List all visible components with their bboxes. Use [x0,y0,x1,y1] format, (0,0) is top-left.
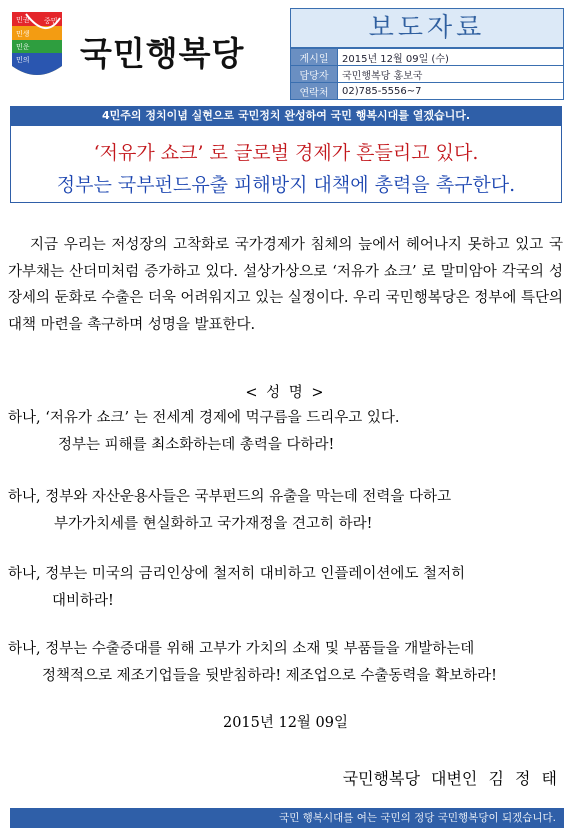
party-logo [8,10,282,92]
body-paragraph: 지금 우리는 저성장의 고착화로 국가경제가 침체의 늪에서 헤어나지 못하고 있고 국가부채는 산더미처럼 증가하고 있다. 설상가상으로 ‘저유가 쇼크’ 로 말미암아 각국의 성장세의 둔화로 수출은 더욱 어려워지고 있는 실정이다. 우리 국민행복당은 정부에 특단의 대책 마련을 촉구하며 성명을 발표한다. [8,237,563,333]
statement-item-3-line-1: 하나, 정부는 미국의 금리인상에 철저히 대비하고 인플레이션에도 철저히 [8,566,466,582]
press-value: 02)785-5556~7 [338,83,564,100]
headline-box [10,126,562,203]
press-key: 게시일 [291,49,338,66]
press-key: 연락처 [291,83,338,100]
spokesperson-signature: 국민행복당 대변인 김 정 태 [342,769,557,788]
statement-item-1-line-1: 하나, ‘저유가 쇼크’ 는 전세계 경제에 먹구름을 드리우고 있다. [8,410,400,426]
press-value: 2015년 12월 09일 (수) [338,49,564,66]
party-emblem-icon [8,10,66,82]
press-release-title: 보도자료 [291,9,563,48]
statement-item-1-line-2: 정부는 피해를 최소화하는데 총력을 다하라! [58,437,335,453]
badge-word-2: 민생 [16,30,30,38]
statement-item-2-line-1: 하나, 정부와 자산운용사들은 국부펀드의 유출을 막는데 전력을 다하고 [8,489,452,505]
badge-tag: 중민 [44,17,58,25]
footer-bar: 국민 행복시대를 여는 국민의 정당 국민행복당이 되겠습니다. [10,808,564,828]
headline-line-1: ‘저유가 쇼크’ 로 글로벌 경제가 흔들리고 있다. [93,142,479,164]
press-key: 담당자 [291,66,338,83]
statement-item-4-line-2: 정책적으로 제조기업들을 뒷받침하라! 제조업으로 수출동력을 확보하라! [42,668,497,684]
press-row-phone [291,83,563,100]
statement-item-4-line-1: 하나, 정부는 수출증대를 위해 고부가 가치의 소재 및 부품들을 개발하는데 [8,641,475,657]
press-release-box [290,8,564,100]
statement-item-2-line-2: 부가가치세를 현실화하고 국가재정을 견고히 하라! [54,516,373,532]
party-name: 국민행복당 [80,34,245,73]
badge-word-4: 민의 [16,56,30,64]
headline-line-2: 정부는 국부펀드유출 피해방지 대책에 총력을 촉구한다. [56,174,516,196]
press-info-table [291,48,563,99]
issue-date: 2015년 12월 09일 [222,715,349,731]
press-row-date [291,49,563,66]
slogan-bar: 4민주의 정치이념 실현으로 국민정치 완성하여 국민 행복시대를 열겠습니다. [10,106,562,126]
press-value: 국민행복당 홍보국 [338,66,564,83]
statement-title: < 성 명 > [245,385,326,401]
statement-item-3-line-2: 대비하라! [52,593,114,609]
press-row-contact-person [291,66,563,83]
badge-word-3: 민운 [16,43,30,51]
badge-word-1: 민권 [16,16,30,24]
